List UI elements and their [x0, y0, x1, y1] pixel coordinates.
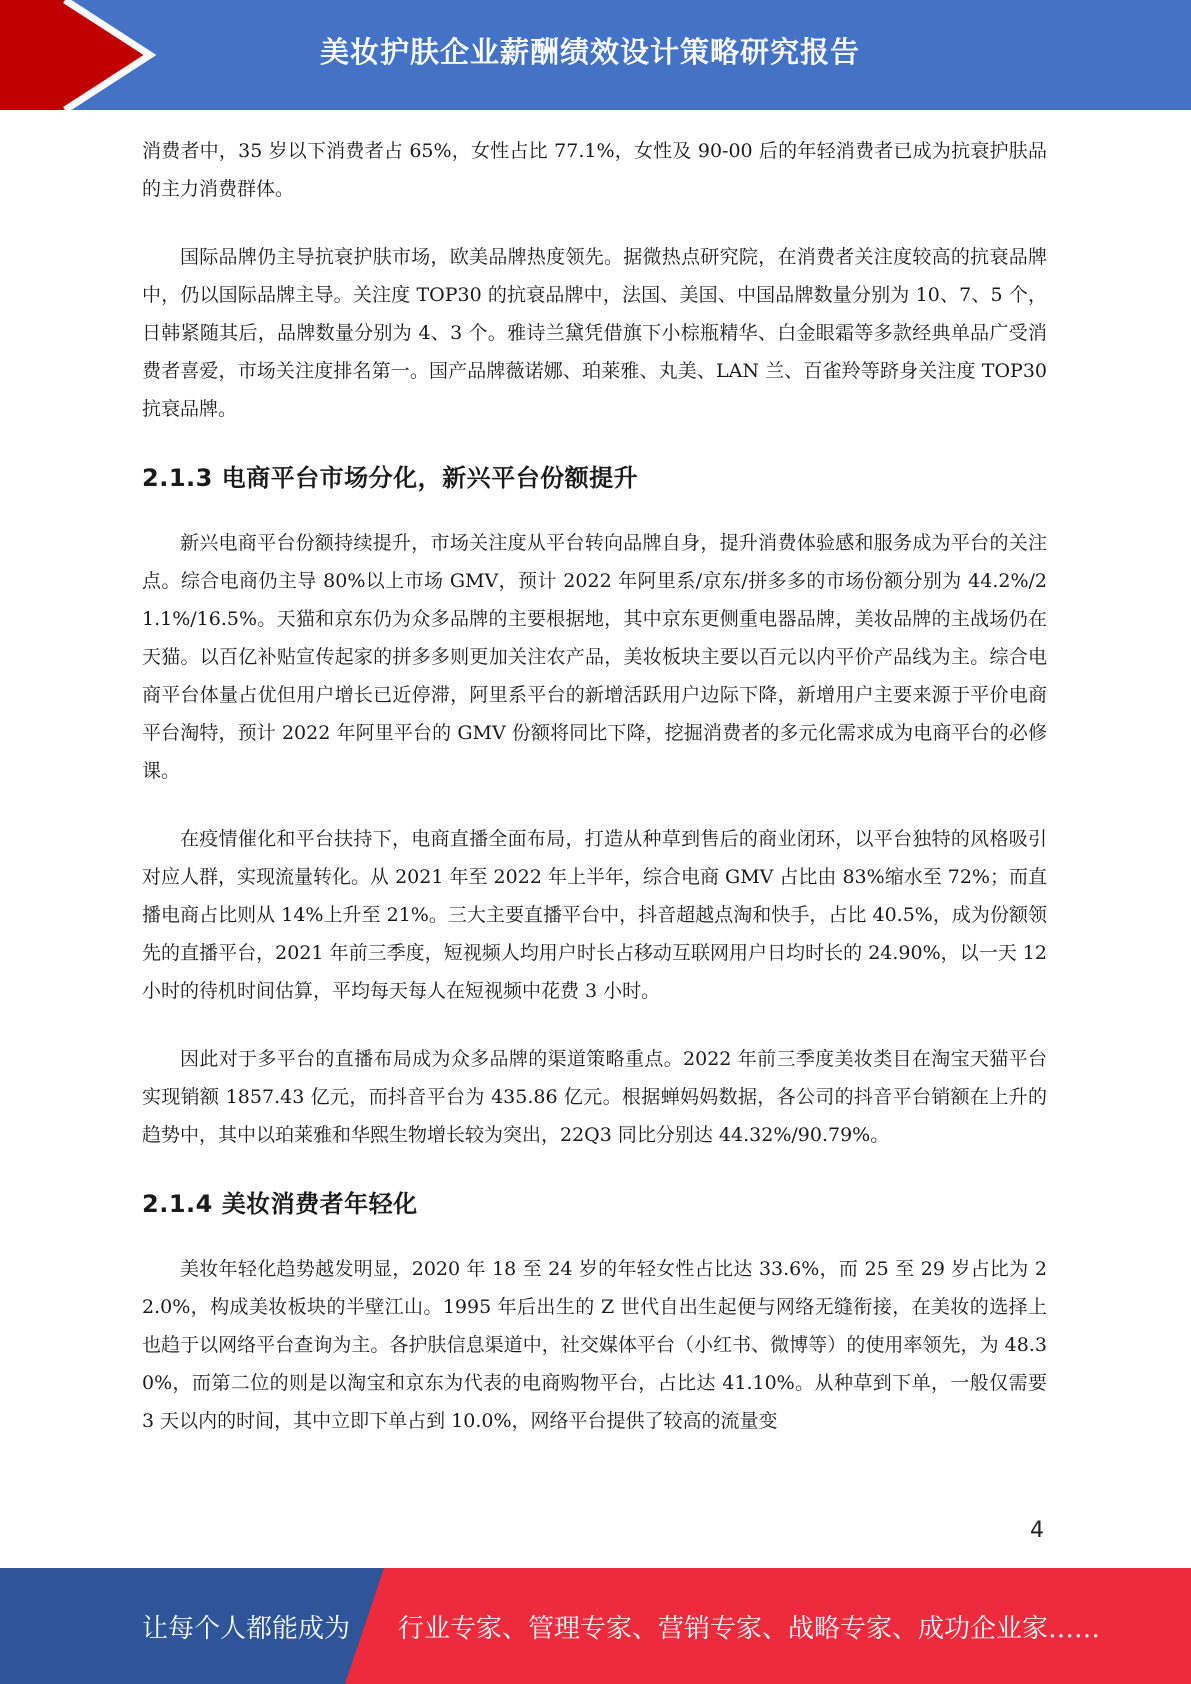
section-heading-2-1-3: 2.1.3 电商平台市场分化，新兴平台份额提升 — [142, 464, 639, 492]
document-title: 美妆护肤企业薪酬绩效设计策略研究报告 — [320, 35, 861, 69]
paragraph-1: 消费者中，35 岁以下消费者占 65%，女性占比 77.1%，女性及 90-00 后的年轻消费者已成为抗衰护肤品的主力消费群体。 — [142, 140, 1047, 200]
page-number: 4 — [1030, 1518, 1044, 1543]
paragraph-4: 在疫情催化和平台扶持下，电商直播全面布局，打造从种草到售后的商业闭环，以平台独特的风格吸引对应人群，实现流量转化。从 2021 年至 2022 年上半年，综合电商 GMV 占比由 83%缩水至 72%；而直播电商占比则从 14%上升至 21%。三大主要直播平台中，抖音超越点淘和快手，占比 40.5%，成为份额领先的直播平台，2021 年前三季度，短视频人均用户时长占移动互联网用户日均时长的 24.90%，以一天 12 小时的待机时间估算，平均每天每人在短视频中花费 3 小时。 — [142, 828, 1047, 1002]
paragraph-2: 国际品牌仍主导抗衰护肤市场，欧美品牌热度领先。据微热点研究院，在消费者关注度较高的抗衰品牌中，仍以国际品牌主导。关注度 TOP30 的抗衰品牌中，法国、美国、中国品牌数量分别为 10、7、5 个，日韩紧随其后，品牌数量分别为 4、3 个。雅诗兰黛凭借旗下小棕瓶精华、白金眼霜等多款经典单品广受消费者喜爱，市场关注度排名第一。国产品牌薇诺娜、珀莱雅、丸美、LAN 兰、百雀羚等跻身关注度 TOP30 抗衰品牌。 — [142, 246, 1047, 420]
paragraph-3: 新兴电商平台份额持续提升，市场关注度从平台转向品牌自身，提升消费体验感和服务成为平台的关注点。综合电商仍主导 80%以上市场 GMV，预计 2022 年阿里系/京东/拼多多的市场份额分别为 44.2%/21.1%/16.5%。天猫和京东仍为众多品牌的主要根据地，其中京东更侧重电器品牌，美妆品牌的主战场仍在天猫。以百亿补贴宣传起家的拼多多则更加关注农产品，美妆板块主要以百元以内平价产品线为主。综合电商平台体量占优但用户增长已近停滞，阿里系平台的新增活跃用户边际下降，新增用户主要来源于平价电商平台淘特，预计 2022 年阿里平台的 GMV 份额将同比下降，挖掘消费者的多元化需求成为电商平台的必修课。 — [142, 532, 1047, 782]
paragraph-6: 美妆年轻化趋势越发明显，2020 年 18 至 24 岁的年轻女性占比达 33.6%，而 25 至 29 岁占比为 22.0%，构成美妆板块的半壁江山。1995 年后出生的 Z 世代自出生起便与网络无缝衔接，在美妆的选择上也趋于以网络平台查询为主。各护肤信息渠道中，社交媒体平台（小红书、微博等）的使用率领先，为 48.30%，而第二位的则是以淘宝和京东为代表的电商购物平台，占比达 41.10%。从种草到下单，一般仅需要 3 天以内的时间，其中立即下单占到 10.0%，网络平台提供了较高的流量变 — [142, 1258, 1047, 1432]
header-red-chevron — [0, 0, 150, 110]
header-banner — [0, 0, 1191, 110]
footer-slogan-right: 行业专家、管理专家、营销专家、战略专家、成功企业家…… — [398, 1614, 1101, 1644]
paragraph-5: 因此对于多平台的直播布局成为众多品牌的渠道策略重点。2022 年前三季度美妆类目在淘宝天猫平台实现销额 1857.43 亿元，而抖音平台为 435.86 亿元。根据蝉妈妈数据，各公司的抖音平台销额在上升的趋势中，其中以珀莱雅和华熙生物增长较为突出，22Q3 同比分别达 44.32%/90.79%。 — [142, 1048, 1047, 1146]
document-body — [142, 132, 1047, 1470]
footer-slogan-left: 让每个人都能成为 — [142, 1614, 351, 1644]
footer-banner — [0, 1568, 1191, 1684]
section-heading-2-1-4: 2.1.4 美妆消费者年轻化 — [142, 1190, 418, 1218]
